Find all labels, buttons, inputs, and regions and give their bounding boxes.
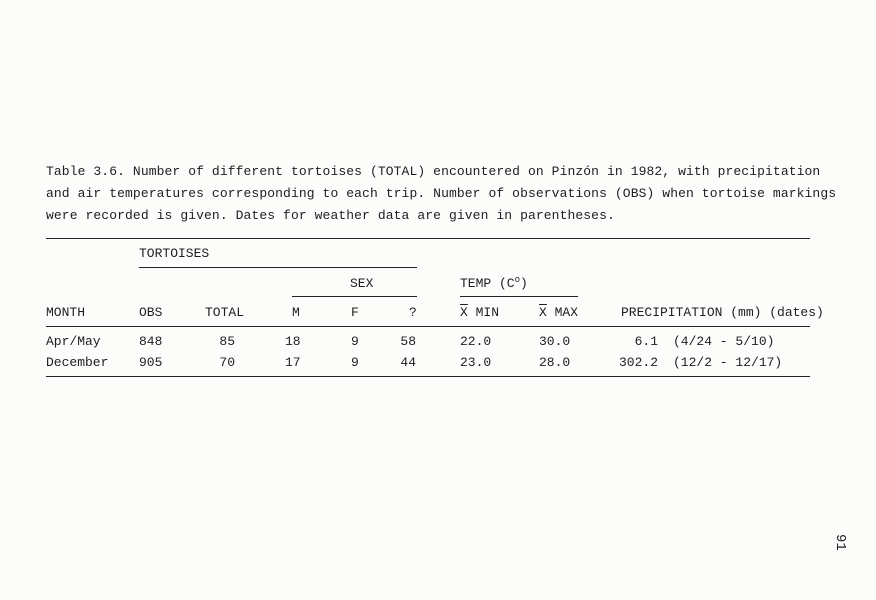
table-row-1-male: 18 [285,334,301,349]
page-number: 91 [832,534,848,551]
table-row-1-dates: (4/24 - 5/10) [673,334,775,349]
caption-line-2: and air temperatures corresponding to each trip. Number of observations (OBS) when tortoise markings [46,186,837,201]
table-bottom-rule [46,376,810,377]
table-row-2-unknown: 44 [400,355,416,370]
header-precipitation: PRECIPITATION (mm) (dates) [621,305,824,320]
header-sex: SEX [350,276,374,291]
table-row-1-temp-max: 30.0 [539,334,571,349]
table-row-1-obs: 848 [139,334,163,349]
header-bottom-rule [46,326,810,327]
table-row-2-temp-max: 28.0 [539,355,571,370]
table-row-2-dates: (12/2 - 12/17) [673,355,783,370]
table-caption [46,161,837,227]
table-row-1-precip: 6.1 [634,334,658,349]
header-tortoises: TORTOISES [139,246,210,261]
table-row-2-temp-min: 23.0 [460,355,492,370]
table-row-1-unknown: 58 [400,334,416,349]
tortoises-underline [139,267,417,268]
header-mean-max [539,305,578,321]
temp-underline [460,296,578,297]
table-row-1-total: 85 [219,334,235,349]
caption-line-3: were recorded is given. Dates for weather data are given in parentheses. [46,208,615,223]
header-obs: OBS [139,305,163,320]
table-row-1-female: 9 [351,334,359,349]
header-m: M [292,305,300,320]
header-mean-min [460,305,499,321]
table-row-2-female: 9 [351,355,359,370]
temp-label-close: ) [520,276,528,291]
table-row-2-male: 17 [285,355,301,370]
table-row-1-temp-min: 22.0 [460,334,492,349]
table-row-2-precip: 302.2 [618,355,658,370]
header-temp [460,276,528,293]
mean-x-symbol: $\overline{X}$ [460,305,468,320]
table-row-2-total: 70 [219,355,235,370]
min-label: MIN [467,305,500,320]
max-label: MAX [546,305,579,320]
table-row-1-month: Apr/May [46,334,101,349]
header-unknown-sex: ? [409,305,417,320]
table-row-2-obs: 905 [139,355,163,370]
degree-superscript: o [514,275,521,285]
caption-line-1: Table 3.6. Number of different tortoises (TOTAL) encountered on Pinzón in 1982, with precipitation [46,164,821,179]
header-total: TOTAL [205,305,245,320]
table-row-2-month: December [46,355,109,370]
header-f: F [351,305,359,320]
header-month: MONTH [46,305,86,320]
table-top-rule [46,238,810,239]
sex-underline [292,296,417,297]
temp-label: TEMP (C [460,276,515,291]
mean-x-symbol: $\overline{X}$ [539,305,547,320]
